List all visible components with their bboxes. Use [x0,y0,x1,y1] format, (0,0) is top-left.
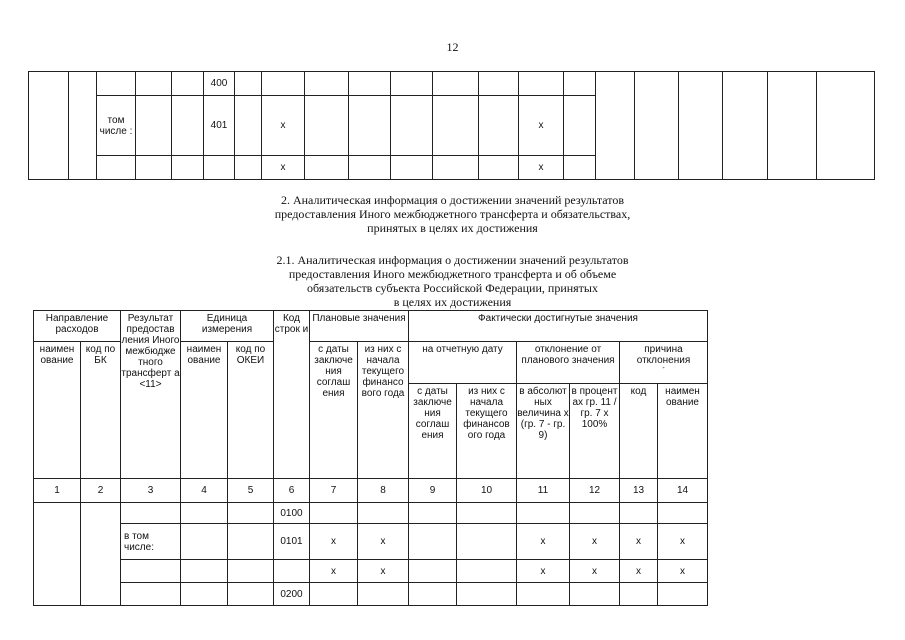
header-actual-from-agreement: с даты заключе ния соглаш ения [409,384,457,479]
table-cell: x [262,96,305,156]
table-cell [262,72,305,96]
table-cell: x [658,560,708,583]
header-deviation: отклонение от планового значения [517,342,620,384]
table-cell: x [310,560,358,583]
table-cell: x [570,524,620,560]
table-cell [121,583,181,606]
table-cell: x [262,156,305,180]
column-number: 10 [457,479,517,503]
table-row [34,583,708,606]
table-cell: x [519,96,564,156]
column-number: 3 [121,479,181,503]
column-number: 5 [228,479,274,503]
header-reason-code: код [620,384,658,479]
header-unit-name: наимен ование [181,342,228,479]
table-cell [310,583,358,606]
column-number-row [34,479,708,503]
table-row [34,503,708,524]
column-number: 4 [181,479,228,503]
header-deviation-abs: в абсолют ных величина х (гр. 7 - гр. 9) [517,384,570,479]
column-number: 14 [658,479,708,503]
table-cell: x [570,560,620,583]
line-code-cell: 0200 [274,583,310,606]
table-cell [310,503,358,524]
table-cell: x [358,560,409,583]
line-code-cell [274,560,310,583]
header-planned-from-agreement: с даты заключе ния соглаш ения [310,342,358,479]
column-number: 2 [81,479,121,503]
continuation-table [28,71,875,180]
table-cell [570,583,620,606]
line-code-cell [204,156,235,180]
header-line-code: Код строк и [274,311,310,479]
header-reason: причина отклонения - [620,342,708,384]
table-cell [570,503,620,524]
table-cell [517,583,570,606]
section-2-heading: 2. Аналитическая информация о достижении значений результатов предоставления Иного межбюджетного трансферта и обязательствах, принятых в целях их достижения [274,193,631,235]
table-cell [358,503,409,524]
table-cell: x [620,560,658,583]
column-number: 9 [409,479,457,503]
header-unit-code: код по ОКЕИ [228,342,274,479]
table-cell [658,503,708,524]
table-cell [620,583,658,606]
table-cell [517,503,570,524]
header-on-report-date: на отчетную дату [409,342,517,384]
header-unit: Единица измерения [181,311,274,342]
column-number: 8 [358,479,409,503]
table-cell: x [358,524,409,560]
header-reason-name: наимен ование [658,384,708,479]
table-cell: том числе : [97,96,136,156]
column-number: 6 [274,479,310,503]
table-cell: в том числе: [121,524,181,560]
column-number: 13 [620,479,658,503]
header-result: Результат предостав ления Иного межбюдже тного трансферт а <11> [121,311,181,479]
table-cell: x [519,156,564,180]
table-cell [658,583,708,606]
page-number: 12 [446,40,459,54]
line-code-cell: 0100 [274,503,310,524]
table-cell: x [517,524,570,560]
column-number: 11 [517,479,570,503]
table-cell [620,503,658,524]
table-row [34,560,708,583]
table-cell: x [517,560,570,583]
header-direction-code: код по БК [81,342,121,479]
table-row [29,72,875,96]
header-planned: Плановые значения [310,311,409,342]
table-cell [97,72,136,96]
header-direction-name: наимен ование [34,342,81,479]
header-row [34,311,708,342]
table-cell [121,560,181,583]
table-cell: x [310,524,358,560]
line-code-cell: 400 [204,72,235,96]
header-actual-from-year: из них с начала текущего финансов ого года [457,384,517,479]
column-number: 12 [570,479,620,503]
table-cell: x [620,524,658,560]
table-cell [358,583,409,606]
table-row [34,524,708,560]
table-cell [97,156,136,180]
line-code-cell: 401 [204,96,235,156]
section-2-1-heading: 2.1. Аналитическая информация о достижении значений результатов предоставления Иного межбюджетного трансферта и об объеме обязательств субъекта Российской Федерации, принятых в целях их достижения [276,253,629,309]
line-code-cell: 0101 [274,524,310,560]
table-cell: x [658,524,708,560]
results-table [33,310,708,606]
column-number: 1 [34,479,81,503]
header-actual: Фактически достигнутые значения [409,311,708,342]
table-cell [519,72,564,96]
column-number: 7 [310,479,358,503]
header-deviation-pct: в процент ах гр. 11 / гр. 7 х 100% [570,384,620,479]
header-direction: Направление расходов [34,311,121,342]
table-cell [121,503,181,524]
header-planned-from-year: из них с начала текущего финансо вого года [358,342,409,479]
